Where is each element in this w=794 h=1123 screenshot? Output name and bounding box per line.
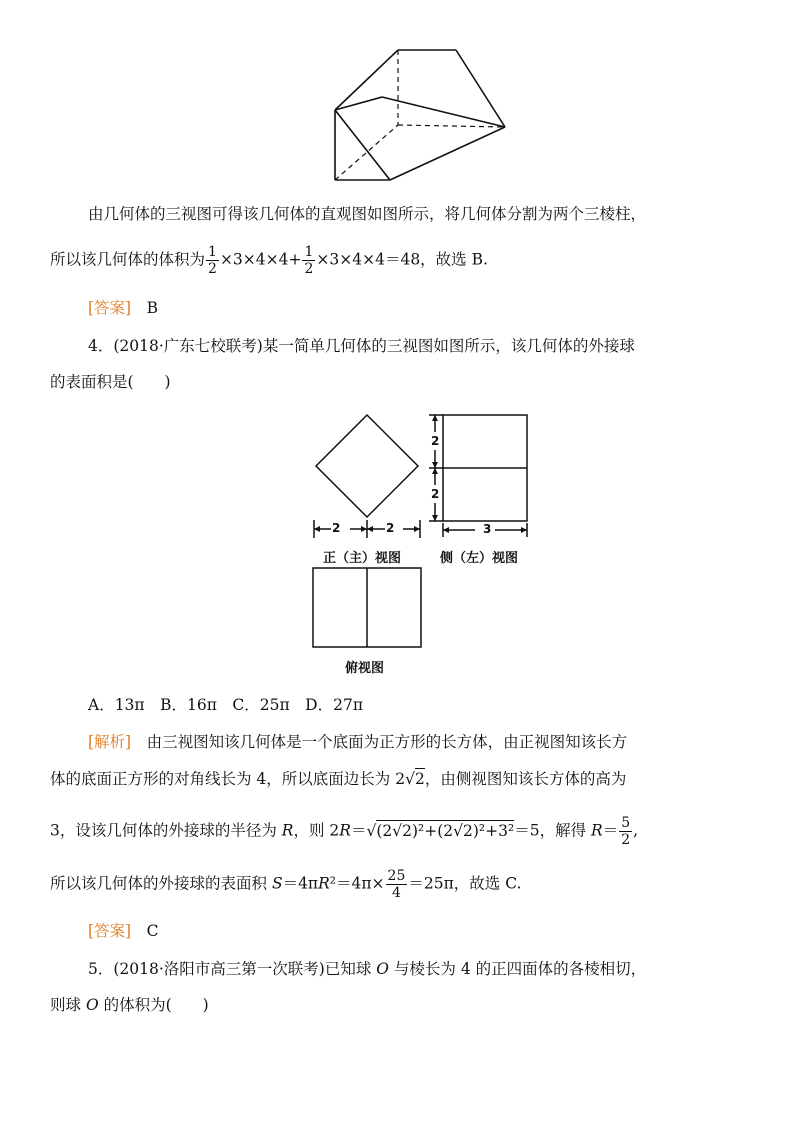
question-5-line-2: 则球 O 的体积为( ) [50,996,209,1014]
answer-4: [答案] C [88,922,159,940]
analysis-4-line-2: 体的底面正方形的对角线长为 4，所以底面边长为 2√2，由侧视图知该长方体的高为 [50,770,627,788]
front-view-label: 正（主）视图 [323,551,402,566]
front-dim-right: 2 [386,521,395,535]
question-4-options: A．13π B．16π C．25π D．27π [88,696,364,714]
solution-line-1: 由几何体的三视图可得该几何体的直观图如图所示，将几何体分割为两个三棱柱， [88,205,647,223]
question-4-line-2: 的表面积是( ) [50,373,171,391]
top-view-label: 俯视图 [345,661,385,676]
top-view-figure [311,566,425,650]
side-dim-width: 3 [483,522,492,536]
side-dim-bottom: 2 [431,487,440,501]
analysis-4-line-1: [解析] 由三视图知该几何体是一个底面为正方形的长方体，由正视图知该长方 [88,733,628,751]
fraction-25-quarters: $\frac{25}{4}$ [387,868,406,901]
question-4-line-1: 4．(2018·广东七校联考)某一简单几何体的三视图如图所示，该几何体的外接球 [88,337,635,355]
fraction-five-halves: $\frac{5}{2}$ [621,815,631,848]
analysis-4-line-4: 所以该几何体的外接球的表面积 S＝4πR²＝4π× $\frac{25}{4}$ ＝25π，故选 C. [50,868,522,901]
fraction-half: $\frac{1}{2}$ [208,244,217,277]
answer-3: [答案] B [88,299,159,317]
side-dim-top: 2 [431,434,440,448]
front-dim-left: 2 [332,521,341,535]
side-view-label: 侧（左）视图 [440,551,519,566]
analysis-4-line-3: 3，设该几何体的外接球的半径为 R，则 2R＝√(2√2)²+(2√2)²+3²＝5，解得 R＝ $\frac{5}{2}$ , [50,815,639,848]
prism-figure [330,45,510,185]
side-view-figure [425,410,535,540]
question-5-line-1: 5．(2018·洛阳市高三第一次联考)已知球 O 与棱长为 4 的正四面体的各棱相切， [88,960,647,978]
front-view-figure [306,410,428,545]
solution-line-2: 所以该几何体的体积为 $\frac{1}{2}$ ×3×4×4+ $\frac{1}{2}$ ×3×4×4＝48，故选 B. [50,244,488,277]
fraction-half-2: $\frac{1}{2}$ [304,244,314,277]
